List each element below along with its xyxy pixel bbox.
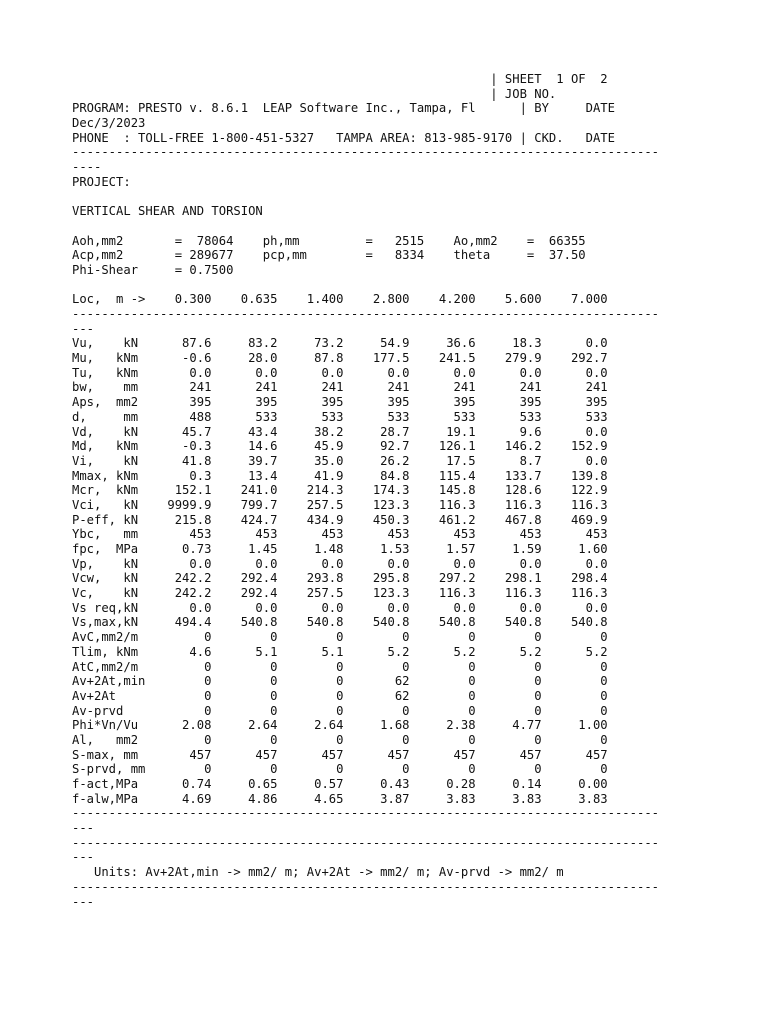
- table-row: Mu, kNm -0.6 28.0 87.8 177.5 241.5 279.9 292.7: [72, 351, 608, 366]
- table-row: Vp, kN 0.0 0.0 0.0 0.0 0.0 0.0 0.0: [72, 556, 608, 571]
- table-row: Vs,max,kN 494.4 540.8 540.8 540.8 540.8 540.8 540.8: [72, 615, 608, 630]
- divider: --------------------------------------------------------------------------------: [72, 145, 659, 160]
- divider: --------------------------------------------------------------------------------: [72, 879, 659, 894]
- table-row: Vc, kN 242.2 292.4 257.5 123.3 116.3 116.3 116.3: [72, 586, 608, 601]
- table-row: Av-prvd 0 0 0 0 0 0 0: [72, 703, 608, 718]
- divider-tail: ----: [72, 160, 102, 175]
- table-row: Tu, kNm 0.0 0.0 0.0 0.0 0.0 0.0 0.0: [72, 365, 608, 380]
- spacer: [72, 190, 659, 205]
- table-row: AtC,mm2/m 0 0 0 0 0 0 0: [72, 659, 608, 674]
- spacer: [72, 278, 659, 293]
- section-title: VERTICAL SHEAR AND TORSION: [72, 204, 263, 219]
- spacer: [72, 219, 659, 234]
- divider-tail: ---: [72, 894, 95, 909]
- phone-line: PHONE : TOLL-FREE 1-800-451-5327 TAMPA AREA: 813-985-9170 | CKD. DATE: [72, 130, 615, 145]
- divider: --------------------------------------------------------------------------------: [72, 806, 659, 821]
- table-row: f-act,MPa 0.74 0.65 0.57 0.43 0.28 0.14 0.00: [72, 777, 608, 791]
- property-line: Aoh,mm2 = 78064 ph,mm = 2515 Ao,mm2 = 66355: [72, 233, 586, 248]
- location-header-row: Loc, m -> 0.300 0.635 1.400 2.800 4.200 5.600 7.000: [72, 292, 608, 307]
- property-line: Acp,mm2 = 289677 pcp,mm = 8334 theta = 37.50: [72, 248, 586, 263]
- shear-table: [72, 336, 659, 806]
- project-label: PROJECT:: [72, 174, 131, 189]
- table-row: Vci, kN 9999.9 799.7 257.5 123.3 116.3 116.3 116.3: [72, 497, 608, 512]
- table-row: AvC,mm2/m 0 0 0 0 0 0 0: [72, 630, 608, 645]
- table-row: Md, kNm -0.3 14.6 45.9 92.7 126.1 146.2 152.9: [72, 439, 608, 454]
- sheet-number-line: | SHEET 1 OF 2: [72, 72, 608, 86]
- report-sheet: [72, 72, 659, 909]
- date-line: Dec/3/2023: [72, 116, 146, 131]
- job-number-line: | JOB NO.: [72, 86, 557, 101]
- divider-tail: ---: [72, 850, 95, 865]
- divider-tail: ---: [72, 321, 95, 336]
- table-row: f-alw,MPa 4.69 4.86 4.65 3.87 3.83 3.83 3.83: [72, 791, 608, 806]
- table-row: Vd, kN 45.7 43.4 38.2 28.7 19.1 9.6 0.0: [72, 424, 608, 439]
- table-row: Al, mm2 0 0 0 0 0 0 0: [72, 732, 608, 747]
- table-row: Av+2At 0 0 0 62 0 0 0: [72, 688, 608, 703]
- table-row: Av+2At,min 0 0 0 62 0 0 0: [72, 674, 608, 689]
- table-row: Vs req,kN 0.0 0.0 0.0 0.0 0.0 0.0 0.0: [72, 600, 608, 615]
- divider-tail: ---: [72, 821, 95, 836]
- table-row: S-max, mm 457 457 457 457 457 457 457: [72, 747, 608, 762]
- table-row: P-eff, kN 215.8 424.7 434.9 450.3 461.2 467.8 469.9: [72, 512, 608, 527]
- table-row: Mmax, kNm 0.3 13.4 41.9 84.8 115.4 133.7 139.8: [72, 468, 608, 483]
- table-row: Mcr, kNm 152.1 241.0 214.3 174.3 145.8 128.6 122.9: [72, 483, 608, 498]
- divider: --------------------------------------------------------------------------------: [72, 307, 659, 321]
- table-row: Vi, kN 41.8 39.7 35.0 26.2 17.5 8.7 0.0: [72, 453, 608, 468]
- table-row: Vcw, kN 242.2 292.4 293.8 295.8 297.2 298.1 298.4: [72, 571, 608, 586]
- table-row: fpc, MPa 0.73 1.45 1.48 1.53 1.57 1.59 1.60: [72, 542, 608, 556]
- table-row: Vu, kN 87.6 83.2 73.2 54.9 36.6 18.3 0.0: [72, 336, 608, 351]
- table-row: Phi*Vn/Vu 2.08 2.64 2.64 1.68 2.38 4.77 1.00: [72, 718, 608, 733]
- table-row: Tlim, kNm 4.6 5.1 5.1 5.2 5.2 5.2 5.2: [72, 644, 608, 659]
- divider: --------------------------------------------------------------------------------: [72, 835, 659, 850]
- property-line: Phi-Shear = 0.7500: [72, 262, 234, 277]
- table-row: Aps, mm2 395 395 395 395 395 395 395: [72, 395, 608, 410]
- table-row: d, mm 488 533 533 533 533 533 533: [72, 409, 608, 424]
- units-note: Units: Av+2At,min -> mm2/ m; Av+2At -> mm2/ m; Av-prvd -> mm2/ m: [72, 865, 564, 880]
- table-row: S-prvd, mm 0 0 0 0 0 0 0: [72, 762, 608, 777]
- table-row: bw, mm 241 241 241 241 241 241 241: [72, 380, 608, 395]
- table-row: Ybc, mm 453 453 453 453 453 453 453: [72, 527, 608, 542]
- program-line: PROGRAM: PRESTO v. 8.6.1 LEAP Software Inc., Tampa, Fl | BY DATE: [72, 101, 615, 116]
